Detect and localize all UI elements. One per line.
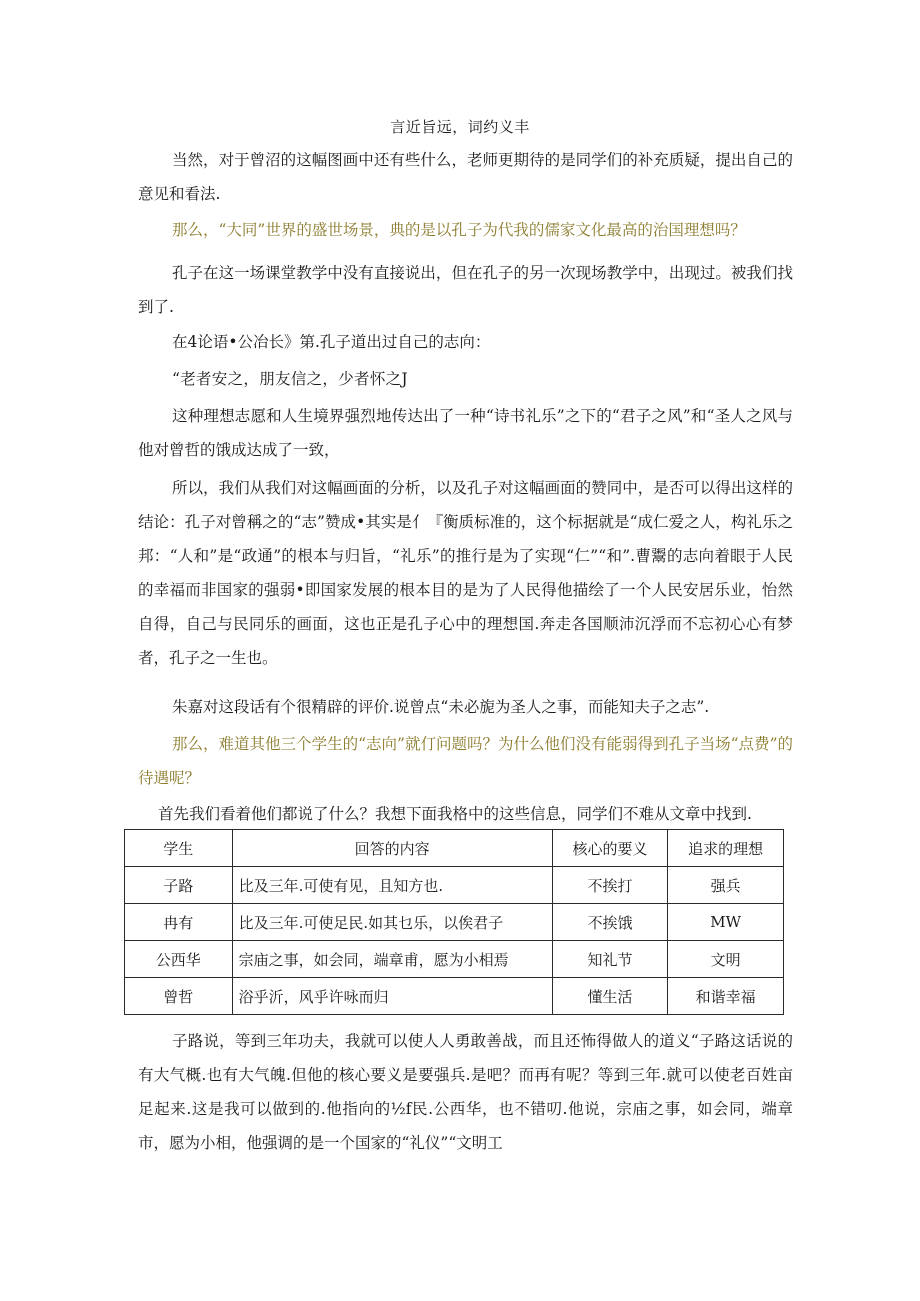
table-row	[125, 978, 784, 1015]
paragraph-6: 这种理想志愿和人生境界强烈地传达出了一种“诗书礼乐”之下的“君子之风”和“圣人之风与他对曾哲的饿成达成了一致，	[138, 407, 793, 459]
table-header-cell: 追求的理想	[668, 830, 784, 867]
table-cell: 比及三年.可使有见，且知方也.	[232, 867, 552, 904]
paragraph-3: 孔子在这一场课堂教学中没有直接说出，但在孔子的另一次现场教学中，出现过。被我们找到了.	[138, 264, 793, 316]
paragraph-5-quote: “老者安之，朋友信之，少者怀之J	[172, 370, 408, 388]
table-cell: 不挨打	[552, 867, 667, 904]
table-cell: 和谐幸福	[668, 978, 784, 1015]
paragraph-10: 首先我们看着他们都说了什么？我想下面我格中的这些信息，同学们不难从文章中找到.	[158, 805, 752, 823]
table-header-cell: 核心的要义	[552, 830, 667, 867]
table-cell: 宗庙之事，如会同，端章甫，愿为小相焉	[232, 941, 552, 978]
students-table	[124, 829, 784, 1015]
table-cell: 冉有	[125, 904, 233, 941]
table-row	[125, 904, 784, 941]
table-header-cell: 学生	[125, 830, 233, 867]
paragraph-1: 当然，对于曾沼的这幅图画中还有些什么，老师更期待的是同学们的补充质疑，提出自己的意见和看法.	[138, 151, 793, 203]
table-cell: 浴乎沂，风乎许咏而归	[232, 978, 552, 1015]
table-cell: 比及三年.可使足民.如其乜乐，以俟君子	[232, 904, 552, 941]
table-row	[125, 941, 784, 978]
table-cell: 曾哲	[125, 978, 233, 1015]
paragraph-9-question: 那么，难道其他三个学生的“志向”就仃问题吗？为什么他们没有能弱得到孔子当场“点费”的待遇呢？	[138, 735, 793, 787]
table-header-cell: 回答的内容	[232, 830, 552, 867]
paragraph-11: 子路说，等到三年功夫，我就可以使人人勇敢善战，而且还怖得做人的道义“子路这话说的有大气概.也有大气魄.但他的核心要义是要强兵.是吧？而再有呢？等到三年.就可以使老百姓亩足起来.这是我可以做到的.他指向的½f民.公西华，也不错叨.他说，宗庙之事，如会同，端章市，愿为小相，他强调的是一个国家的“礼仪”“文明工	[138, 1032, 793, 1152]
table-cell: 子路	[125, 867, 233, 904]
document-title: 言近旨远，词约义丰	[390, 118, 530, 136]
table-cell: 不挨饿	[552, 904, 667, 941]
table-cell: 强兵	[668, 867, 784, 904]
paragraph-2-question: 那么，“大同”世界的盛世场景，典的是以孔子为代我的儒家文化最高的治国理想吗？	[172, 221, 746, 239]
paragraph-8: 朱嘉对这段话有个很精辟的评价.说曾点“未必旎为圣人之事，而能知夫子之志”.	[172, 698, 710, 716]
paragraph-4: 在4论语•公冶长》第.孔子道出过自己的志向：	[172, 333, 491, 351]
table-cell: MW	[668, 904, 784, 941]
table-cell: 公西华	[125, 941, 233, 978]
table-cell: 懂生活	[552, 978, 667, 1015]
table-cell: 文明	[668, 941, 784, 978]
table-cell: 知礼节	[552, 941, 667, 978]
table-row	[125, 867, 784, 904]
table-header-row	[125, 830, 784, 867]
paragraph-7: 所以，我们从我们对这幅画面的分析，以及孔子对这幅画面的赞同中，是否可以得出这样的结论：孔子对曾稱之的“志”赞成•其实是亻『衡质标准的，这个标据就是“成仁爱之人，构礼乐之邦：“人和”是“政通”的根本与归旨，“礼乐”的推行是为了实现“仁”“和”.曹鬻的志向着眼于人民的幸福而非国家的强弱•即国家发展的根本目的是为了人民得他描绘了一个人民安居乐业，怡然自得，自己与民同乐的画面，这也正是孔子心中的理想国.奔走各国顺沛沉浮而不忘初心心有梦者，孔子之一生也。	[138, 479, 793, 667]
